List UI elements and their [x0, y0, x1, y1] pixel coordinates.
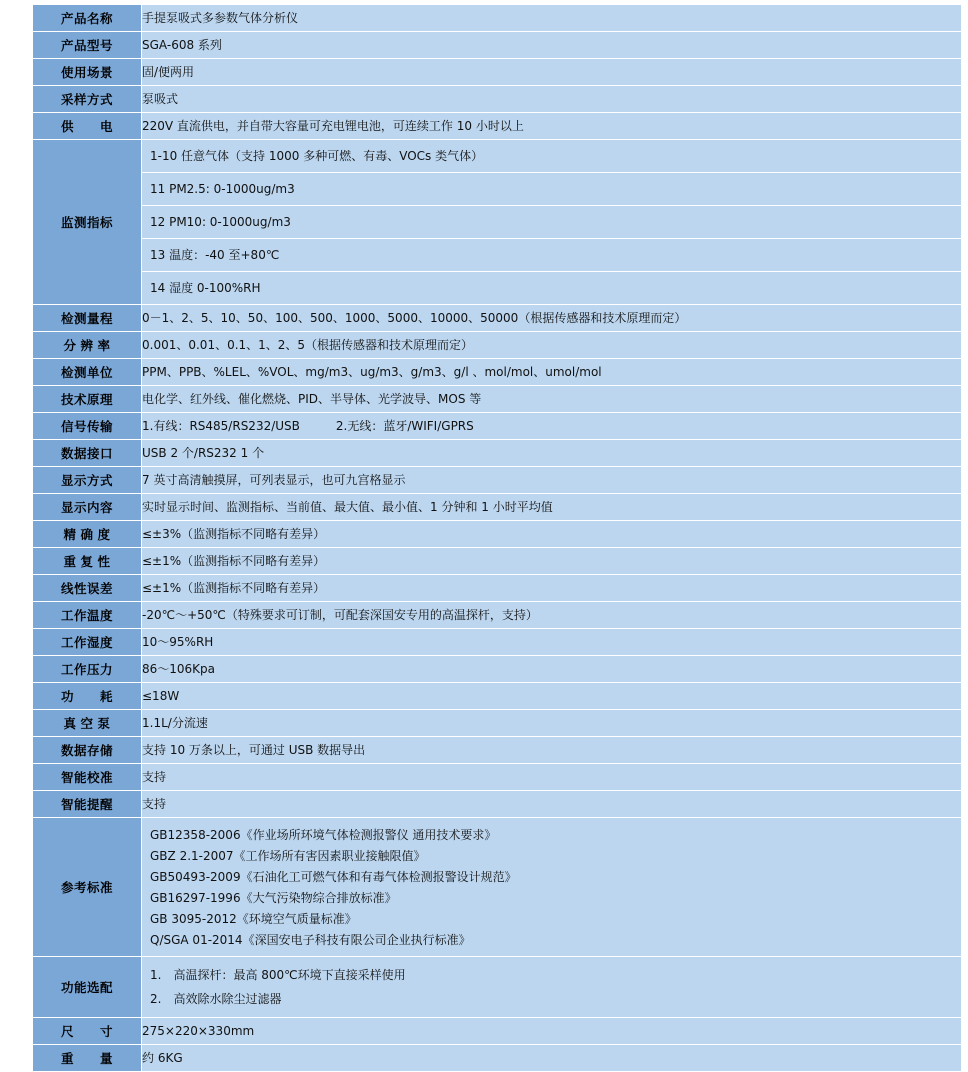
table-row: [33, 86, 962, 113]
table-row: [33, 521, 962, 548]
row-label: 智能提醒: [33, 791, 142, 818]
row-label: 检测单位: [33, 359, 142, 386]
row-value: 支持 10 万条以上，可通过 USB 数据导出: [142, 737, 962, 764]
table-row: [33, 710, 962, 737]
row-label: 重 复 性: [33, 548, 142, 575]
table-row: [33, 602, 962, 629]
table-row: [33, 440, 962, 467]
list-item: 12 PM10: 0-1000ug/m3: [142, 206, 961, 239]
row-label: 重 量: [33, 1045, 142, 1072]
row-value: 7 英寸高清触摸屏，可列表显示，也可九宫格显示: [142, 467, 962, 494]
row-value: [142, 957, 962, 1018]
list-item: 2. 高效除水除尘过滤器: [150, 992, 282, 1006]
list-item: 1-10 任意气体（支持 1000 多种可燃、有毒、VOCs 类气体）: [142, 140, 961, 173]
table-row: [33, 59, 962, 86]
row-label: 分 辨 率: [33, 332, 142, 359]
row-label: 显示内容: [33, 494, 142, 521]
row-label: 供 电: [33, 113, 142, 140]
table-row-optional-functions: [33, 957, 962, 1018]
row-value: 电化学、红外线、催化燃烧、PID、半导体、光学波导、MOS 等: [142, 386, 962, 413]
table-row: [33, 386, 962, 413]
row-value: 泵吸式: [142, 86, 962, 113]
monitoring-indicator-list: [142, 140, 961, 304]
row-label: 产品名称: [33, 5, 142, 32]
list-item: GBZ 2.1-2007《工作场所有害因素职业接触限值》: [150, 848, 426, 863]
row-value: ≤±1%（监测指标不同略有差异）: [142, 575, 962, 602]
row-label: 技术原理: [33, 386, 142, 413]
row-label: 工作湿度: [33, 629, 142, 656]
row-value: 10～95%RH: [142, 629, 962, 656]
row-label: 功 耗: [33, 683, 142, 710]
table-row: [33, 359, 962, 386]
row-value: 实时显示时间、监测指标、当前值、最大值、最小值、1 分钟和 1 小时平均值: [142, 494, 962, 521]
row-value: 固/便两用: [142, 59, 962, 86]
row-label: 监测指标: [33, 140, 142, 305]
list-item: GB12358-2006《作业场所环境气体检测报警仪 通用技术要求》: [150, 827, 497, 842]
table-row: [33, 305, 962, 332]
row-value: PPM、PPB、%LEL、%VOL、mg/m3、ug/m3、g/m3、g/l 、mol/mol、umol/mol: [142, 359, 962, 386]
row-value: 1.有线：RS485/RS232/USB 2.无线：蓝牙/WIFI/GPRS: [142, 413, 962, 440]
row-value: 0.001、0.01、0.1、1、2、5（根据传感器和技术原理而定）: [142, 332, 962, 359]
table-row: [33, 467, 962, 494]
row-label: 显示方式: [33, 467, 142, 494]
row-label: 精 确 度: [33, 521, 142, 548]
row-value: [142, 818, 962, 957]
table-row: [33, 5, 962, 32]
table-row-reference-standards: [33, 818, 962, 957]
list-item: 13 温度：-40 至+80℃: [142, 239, 961, 272]
specification-table: [32, 4, 962, 1072]
row-value: [142, 140, 962, 305]
row-label: 参考标准: [33, 818, 142, 957]
row-label: 线性误差: [33, 575, 142, 602]
row-value: SGA-608 系列: [142, 32, 962, 59]
row-value: 约 6KG: [142, 1045, 962, 1072]
table-row: [33, 656, 962, 683]
row-value: -20℃～+50℃（特殊要求可订制，可配套深国安专用的高温探杆，支持）: [142, 602, 962, 629]
row-label: 数据存储: [33, 737, 142, 764]
list-item: GB16297-1996《大气污染物综合排放标准》: [150, 890, 397, 905]
table-row-monitoring-indicators: [33, 140, 962, 305]
table-row: [33, 737, 962, 764]
table-row: [33, 494, 962, 521]
row-value: 86～106Kpa: [142, 656, 962, 683]
table-row: [33, 629, 962, 656]
list-item: Q/SGA 01-2014《深国安电子科技有限公司企业执行标准》: [150, 932, 471, 947]
row-label: 工作温度: [33, 602, 142, 629]
row-label: 功能选配: [33, 957, 142, 1018]
row-label: 检测量程: [33, 305, 142, 332]
row-value: 220V 直流供电，并自带大容量可充电锂电池，可连续工作 10 小时以上: [142, 113, 962, 140]
row-value: 手提泵吸式多参数气体分析仪: [142, 5, 962, 32]
row-value: USB 2 个/RS232 1 个: [142, 440, 962, 467]
row-value: ≤±3%（监测指标不同略有差异）: [142, 521, 962, 548]
row-label: 数据接口: [33, 440, 142, 467]
row-value: 0－1、2、5、10、50、100、500、1000、5000、10000、50000（根据传感器和技术原理而定）: [142, 305, 962, 332]
row-label: 使用场景: [33, 59, 142, 86]
row-value: ≤±1%（监测指标不同略有差异）: [142, 548, 962, 575]
table-row: [33, 32, 962, 59]
list-item: GB50493-2009《石油化工可燃气体和有毒气体检测报警设计规范》: [150, 869, 517, 884]
row-label: 信号传输: [33, 413, 142, 440]
list-item: 14 湿度 0-100%RH: [142, 272, 961, 305]
row-label: 真 空 泵: [33, 710, 142, 737]
table-row: [33, 683, 962, 710]
list-item: 11 PM2.5: 0-1000ug/m3: [142, 173, 961, 206]
row-label: 采样方式: [33, 86, 142, 113]
list-item: 1. 高温探杆：最高 800℃环境下直接采样使用: [150, 968, 406, 982]
row-value: 支持: [142, 791, 962, 818]
table-row: [33, 1045, 962, 1072]
row-value: 1.1L/分流速: [142, 710, 962, 737]
row-label: 智能校准: [33, 764, 142, 791]
table-row: [33, 764, 962, 791]
row-label: 尺 寸: [33, 1018, 142, 1045]
row-value: 支持: [142, 764, 962, 791]
row-value: 275×220×330mm: [142, 1018, 962, 1045]
list-item: GB 3095-2012《环境空气质量标准》: [150, 911, 357, 926]
table-row: [33, 575, 962, 602]
table-row: [33, 791, 962, 818]
table-row: [33, 113, 962, 140]
table-row: [33, 413, 962, 440]
row-label: 产品型号: [33, 32, 142, 59]
row-value: ≤18W: [142, 683, 962, 710]
row-label: 工作压力: [33, 656, 142, 683]
table-row: [33, 548, 962, 575]
table-row: [33, 1018, 962, 1045]
table-row: [33, 332, 962, 359]
